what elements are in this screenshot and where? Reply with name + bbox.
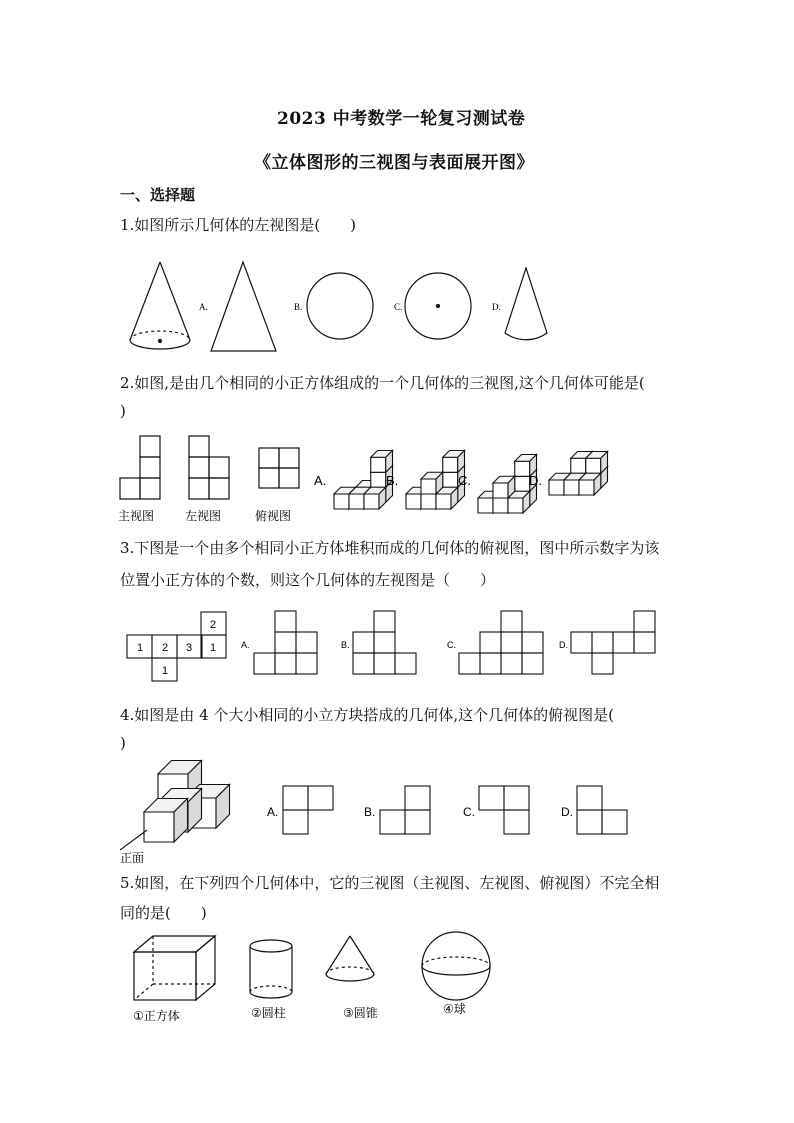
q3-grid-number: 2 <box>161 642 169 654</box>
q1-label-d: D. <box>492 302 501 312</box>
q4-label-d: D. <box>561 805 573 819</box>
q4-stem-line1: 4.如图是由 4 个大小相同的小立方块搭成的几何体,这个几何体的俯视图是( <box>120 706 615 724</box>
section-heading: 一、选择题 <box>120 186 196 204</box>
q2-stem-line1: 2.如图,是由几个相同的小正方体组成的一个几何体的三视图,这个几何体可能是( <box>120 374 645 392</box>
q5-stem-line2: 同的是( ) <box>120 904 207 922</box>
q1-label-a: A. <box>199 302 208 312</box>
q5-label-cube: ①正方体 <box>133 1009 180 1023</box>
q2-view-label-top: 俯视图 <box>255 509 292 523</box>
q2-label-c: C. <box>458 473 471 488</box>
q3-stem-line2: 位置小正方体的个数，则这个几何体的左视图是（ ） <box>120 571 496 589</box>
q3-label-c: C. <box>447 640 456 650</box>
q2-view-label-left: 左视图 <box>185 509 222 523</box>
q1-label-b: B. <box>294 302 303 312</box>
q2-view-label-main: 主视图 <box>118 509 155 523</box>
q5-label-sphere: ④球 <box>443 1002 466 1016</box>
q4-label-c: C. <box>463 805 475 819</box>
q4-label-b: B. <box>364 805 376 819</box>
q3-label-a: A. <box>241 640 250 650</box>
q3-grid-number: 1 <box>136 642 144 654</box>
q5-cylinder <box>250 940 292 998</box>
doc-title: 2023 中考数学一轮复习测试卷 <box>277 109 526 129</box>
q3-grid-number: 2 <box>209 619 217 631</box>
q3-label-d: D. <box>559 640 568 650</box>
q5-cube <box>134 936 215 1000</box>
q2-label-b: B. <box>386 473 399 488</box>
q3-grid-number: 3 <box>185 642 193 654</box>
doc-subtitle: 《立体图形的三视图与表面展开图》 <box>254 153 534 173</box>
q3-grid-number: 1 <box>209 642 217 654</box>
q5-cone <box>326 936 374 981</box>
q4-stem-line2: ) <box>120 734 126 752</box>
q5-label-cylinder: ②圆柱 <box>251 1006 286 1020</box>
q1-label-c: C. <box>394 302 403 312</box>
q5-stem-line1: 5.如图，在下列四个几何体中，它的三视图（主视图、左视图、俯视图）不完全相 <box>120 874 660 892</box>
q3-stem-line1: 3.下图是一个由多个相同小正方体堆积而成的几何体的俯视图，图中所示数字为该 <box>120 539 660 557</box>
q1-stem: 1.如图所示几何体的左视图是( ) <box>120 216 357 234</box>
q4-label-a: A. <box>267 805 279 819</box>
q5-label-cone: ③圆锥 <box>343 1006 378 1020</box>
q2-stem-line2: ) <box>120 402 126 420</box>
q2-label-d: D. <box>529 473 542 488</box>
q3-grid-number: 1 <box>161 665 169 677</box>
q3-label-b: B. <box>341 640 350 650</box>
q5-sphere <box>422 932 490 1000</box>
q4-front-label: 正面 <box>120 851 145 865</box>
q2-label-a: A. <box>314 473 327 488</box>
